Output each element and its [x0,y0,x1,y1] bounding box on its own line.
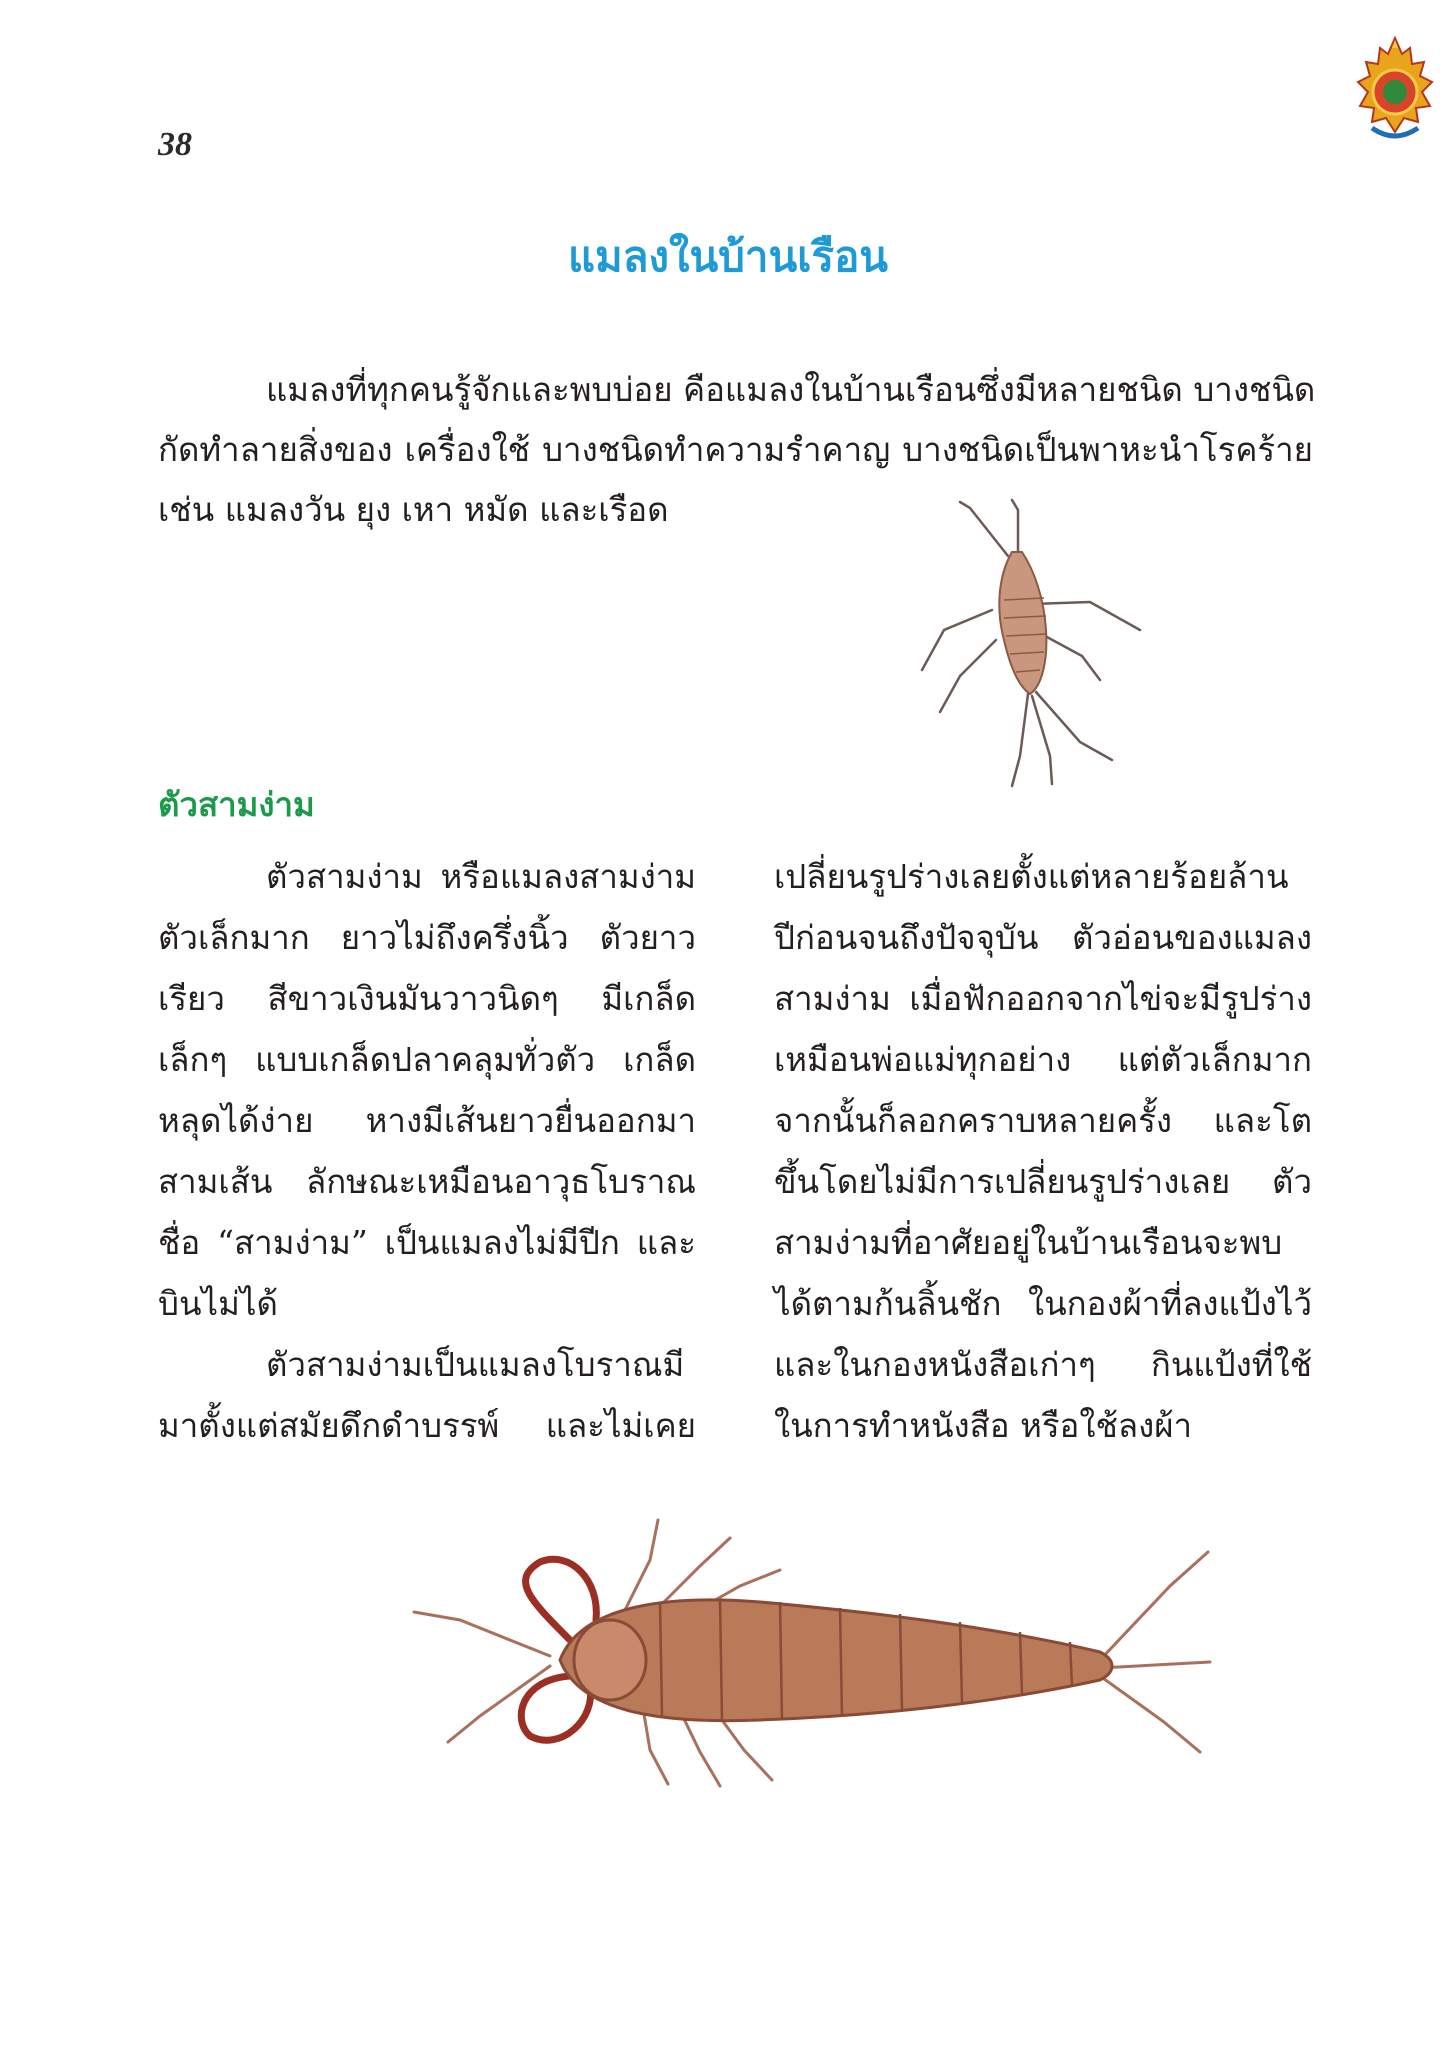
intro-line: เช่น แมลงวัน ยุง เหา หมัด และเรือด [158,490,669,529]
text-line: เรียว สีขาวเงินมันวาวนิดๆ มีเกล็ด [158,979,696,1018]
text-line: บินไม่ได้ [158,1284,278,1323]
text-line: ตัวเล็กมาก ยาวไม่ถึงครึ่งนิ้ว ตัวยาว [158,918,696,957]
text-line: เปลี่ยนรูปร่างเลยตั้งแต่หลายร้อยล้าน [774,857,1289,896]
text-line: ได้ตามก้นลิ้นชัก ในกองผ้าที่ลงแป้งไว้ [774,1284,1312,1323]
page-title: แมลงในบ้านเรือน [567,232,889,281]
text-line: ชื่อ “สามง่าม” เป็นแมลงไม่มีปีก และ [158,1223,696,1262]
intro-line: แมลงที่ทุกคนรู้จักและพบบ่อย คือแมลงในบ้านเรือนซึ่งมีหลายชนิด บางชนิด [266,370,1316,409]
text-line: ตัวสามง่าม หรือแมลงสามง่าม [266,857,696,896]
text-line: ตัวสามง่ามเป็นแมลงโบราณมี [266,1345,685,1384]
text-line: สามง่ามที่อาศัยอยู่ในบ้านเรือนจะพบ [774,1223,1283,1262]
text-line: มาตั้งแต่สมัยดึกดำบรรพ์ และไม่เคย [158,1406,696,1445]
intro-line: กัดทำลายสิ่งของ เครื่องใช้ บางชนิดทำความรำคาญ บางชนิดเป็นพาหะนำโรคร้าย [158,430,1313,469]
ministry-emblem-icon [1352,36,1438,146]
text-line: หลุดได้ง่าย หางมีเส้นยาวยื่นออกมา [158,1101,696,1140]
silverfish-small-illustration [900,480,1160,790]
text-line: ขึ้นโดยไม่มีการเปลี่ยนรูปร่างเลย ตัว [774,1162,1312,1201]
silverfish-large-illustration [400,1490,1220,1850]
text-line: ในการทำหนังสือ หรือใช้ลงผ้า [774,1406,1193,1445]
page-number: 38 [158,126,192,163]
text-line: ปีก่อนจนถึงปัจจุบัน ตัวอ่อนของแมลง [774,918,1312,957]
text-line: จากนั้นก็ลอกคราบหลายครั้ง และโต [774,1101,1312,1140]
text-line: และในกองหนังสือเก่าๆ กินแป้งที่ใช้ [774,1345,1312,1384]
left-column [158,846,696,1456]
section-heading: ตัวสามง่าม [158,785,315,824]
text-line: สามเส้น ลักษณะเหมือนอาวุธโบราณ [158,1162,696,1201]
text-line: เหมือนพ่อแม่ทุกอย่าง แต่ตัวเล็กมาก [774,1040,1312,1079]
text-line: เล็กๆ แบบเกล็ดปลาคลุมทั่วตัว เกล็ด [158,1040,696,1079]
text-line: สามง่าม เมื่อฟักออกจากไข่จะมีรูปร่าง [774,979,1312,1018]
right-column [774,846,1312,1456]
